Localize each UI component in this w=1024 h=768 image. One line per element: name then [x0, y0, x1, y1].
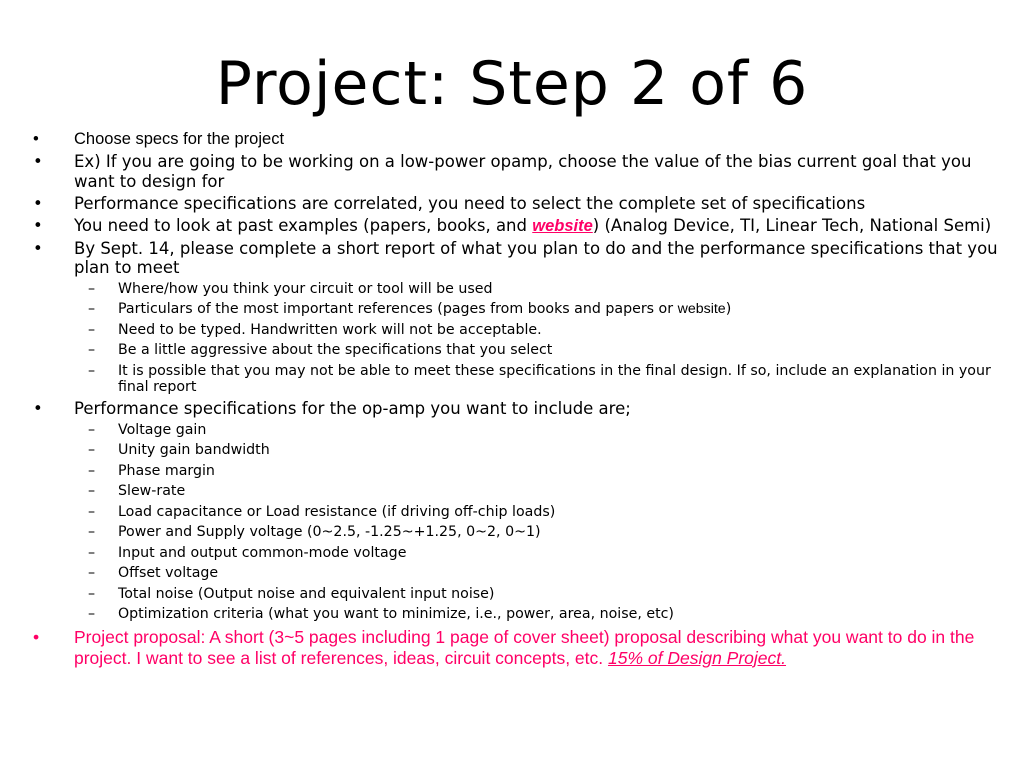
- bullet-report-deadline: [30, 239, 1000, 395]
- spec-sub-list: [74, 422, 1000, 623]
- bullet-correlated: [30, 194, 1000, 214]
- sub-bullet: [74, 322, 1000, 338]
- bullet-text: Performance specifications are correlated, you need to select the complete set of specifications: [74, 193, 866, 213]
- sub-bullet-text: Need to be typed. Handwritten work will not be acceptable.: [118, 321, 542, 338]
- bullet-text: You need to look at past examples (papers, books, and: [74, 215, 533, 235]
- sub-bullet: [74, 281, 1000, 297]
- spec-item: [74, 545, 1000, 561]
- spec-item-text: Input and output common-mode voltage: [118, 544, 407, 561]
- spec-item: [74, 504, 1000, 520]
- spec-item: [74, 463, 1000, 479]
- spec-item-text: Power and Supply voltage (0~2.5, -1.25~+1.25, 0~2, 0~1): [118, 524, 541, 540]
- bullet-choose-specs: [30, 130, 1000, 150]
- report-sub-list: [74, 281, 1000, 395]
- sub-bullet-text: ): [725, 301, 732, 317]
- sub-bullet-text: Be a little aggressive about the specifications that you select: [118, 342, 553, 358]
- bullet-text: By Sept. 14, please complete a short report of what you plan to do and the performance specifications that you plan to meet: [74, 238, 998, 277]
- bullet-performance-specs: [30, 399, 1000, 622]
- spec-item-text: Phase margin: [118, 462, 215, 479]
- sub-bullet-text: It is possible that you may not be able to meet these specifications in the final design. If so, include an explanation in your final report: [118, 362, 991, 395]
- bullet-text: ) (Analog Device, TI, Linear Tech, National Semi): [592, 215, 992, 235]
- proposal-weight: 15% of Design Project.: [608, 647, 787, 668]
- bullet-text: Ex) If you are going to be working on a low-power opamp, choose the value of the bias current goal that you want to design for: [74, 152, 972, 191]
- spec-item: [74, 606, 1000, 622]
- bullet-past-examples: [30, 216, 1000, 237]
- spec-item: [74, 422, 1000, 438]
- spec-item-text: Load capacitance or Load resistance (if driving off-chip loads): [118, 503, 556, 520]
- sub-bullet: [74, 301, 1000, 317]
- sub-bullet-text: Where/how you think your circuit or tool will be used: [118, 280, 493, 297]
- sub-bullet-text: Particulars of the most important references (pages from books and papers or: [118, 301, 678, 317]
- sub-bullet: [74, 342, 1000, 358]
- spec-item: [74, 442, 1000, 458]
- proposal-text: Project proposal: A short (3~5 pages including 1 page of cover sheet) proposal describing what you want to do in the project. I want to see a list of references, ideas, circuit concepts, etc.: [74, 626, 975, 668]
- spec-item: [74, 483, 1000, 499]
- spec-item-text: Unity gain bandwidth: [118, 442, 270, 458]
- sub-bullet: [74, 363, 1000, 395]
- spec-item: [74, 586, 1000, 602]
- bullet-project-proposal: [30, 627, 1000, 669]
- website-link[interactable]: website: [532, 216, 593, 235]
- slide-title: Project: Step 2 of 6: [215, 49, 809, 119]
- spec-item: [74, 524, 1000, 540]
- spec-item-text: Optimization criteria (what you want to minimize, i.e., power, area, noise, etc): [118, 606, 674, 622]
- spec-item-text: Slew-rate: [118, 483, 186, 499]
- spec-item-text: Voltage gain: [118, 421, 207, 438]
- bullet-text: Performance specifications for the op-amp you want to include are;: [74, 399, 631, 418]
- website-link[interactable]: website: [677, 301, 726, 317]
- spec-item-text: Total noise (Output noise and equivalent input noise): [118, 585, 495, 602]
- slide-body: [30, 130, 1000, 671]
- bullet-text: Choose specs for the project: [74, 130, 285, 148]
- spec-item: [74, 565, 1000, 581]
- bullet-example: [30, 152, 1000, 191]
- spec-item-text: Offset voltage: [118, 565, 219, 581]
